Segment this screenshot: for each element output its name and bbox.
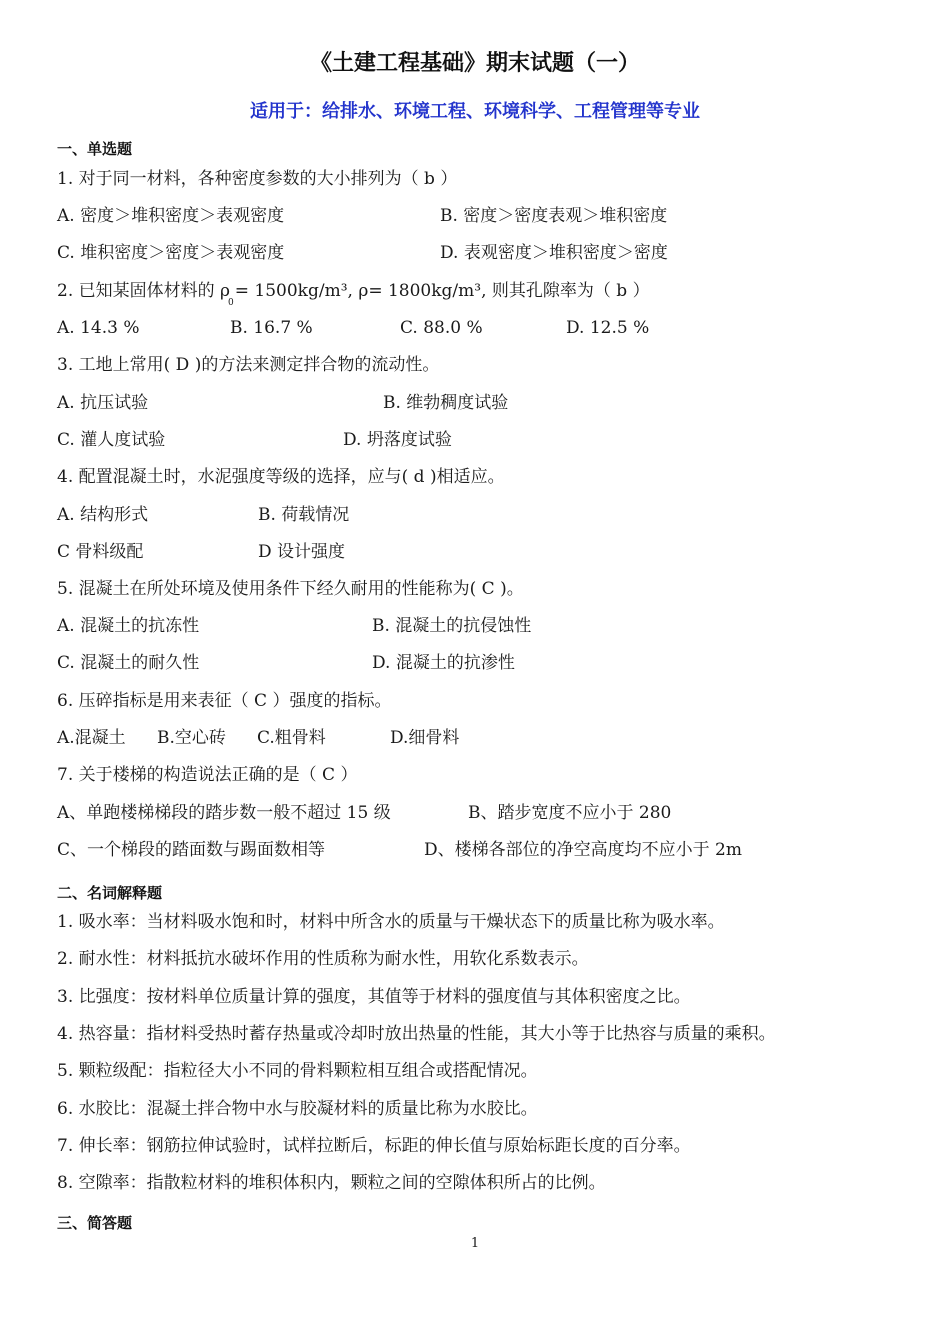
option-b: B. 维勃稠度试验 — [383, 393, 509, 413]
option-c: C. 混凝土的耐久性 — [57, 653, 200, 673]
section-heading-short-answer: 三、简答题 — [57, 1214, 133, 1232]
option-c: C 骨料级配 — [57, 542, 144, 562]
option-d: D、楼梯各部位的净空高度均不应小于 2m — [424, 840, 742, 860]
page-number: 1 — [470, 1236, 480, 1251]
page-title: 《土建工程基础》期末试题（一） — [309, 51, 640, 76]
option-a: A. 密度＞堆积密度＞表观密度 — [57, 206, 285, 226]
option-d: D. 12.5 % — [566, 318, 650, 338]
definition-item: 7. 伸长率：钢筋拉伸试验时，试样拉断后，标距的伸长值与原始标距长度的百分率。 — [57, 1136, 691, 1156]
option-a: A. 混凝土的抗冻性 — [57, 616, 200, 636]
question-stem-part: 2. 已知某固体材料的 ρ — [57, 281, 231, 301]
question-stem: 4. 配置混凝土时，水泥强度等级的选择，应与( d )相适应。 — [57, 467, 505, 487]
definition-item: 1. 吸水率：当材料吸水饱和时，材料中所含水的质量与干燥状态下的质量比称为吸水率。 — [57, 912, 725, 932]
option-b: B. 荷载情况 — [258, 505, 350, 525]
question-stem: 7. 关于楼梯的构造说法正确的是（ C ） — [57, 765, 358, 785]
definition-item: 2. 耐水性：材料抵抗水破坏作用的性质称为耐水性，用软化系数表示。 — [57, 949, 589, 969]
option-c: C. 灌人度试验 — [57, 430, 166, 450]
question-stem: 6. 压碎指标是用来表征（ C ）强度的指标。 — [57, 691, 392, 711]
option-d: D. 混凝土的抗渗性 — [372, 653, 515, 673]
option-b: B、踏步宽度不应小于 280 — [468, 803, 672, 823]
option-d: D 设计强度 — [258, 542, 346, 562]
option-a: A、单跑楼梯梯段的踏步数一般不超过 15 级 — [57, 803, 391, 823]
definition-item: 5. 颗粒级配：指粒径大小不同的骨料颗粒相互组合或搭配情况。 — [57, 1061, 538, 1081]
question-stem: 3. 工地上常用( D )的方法来测定拌合物的流动性。 — [57, 355, 440, 375]
option-c: C. 堆积密度＞密度＞表观密度 — [57, 243, 285, 263]
option-c: C. 88.0 % — [400, 318, 483, 338]
option-a: A. 结构形式 — [57, 505, 149, 525]
option-b: B. 混凝土的抗侵蚀性 — [372, 616, 532, 636]
definition-item: 3. 比强度：按材料单位质量计算的强度，其值等于材料的强度值与其体积密度之比。 — [57, 987, 691, 1007]
density-subscript: 0 — [228, 298, 234, 308]
page-subtitle: 适用于：给排水、环境工程、环境科学、工程管理等专业 — [250, 101, 700, 122]
question-stem-part: = 1500kg/m³, ρ= 1800kg/m³, 则其孔隙率为（ b ） — [234, 281, 650, 301]
question-stem — [57, 280, 650, 308]
question-stem: 1. 对于同一材料，各种密度参数的大小排列为（ b ） — [57, 169, 458, 189]
option-a: A. 抗压试验 — [57, 393, 149, 413]
option-d: D. 坍落度试验 — [343, 430, 452, 450]
option-b: B.空心砖 — [157, 728, 226, 748]
option-b: B. 16.7 % — [230, 318, 313, 338]
definition-item: 6. 水胶比：混凝土拌合物中水与胶凝材料的质量比称为水胶比。 — [57, 1099, 538, 1119]
section-heading-single-choice: 一、单选题 — [57, 140, 133, 158]
option-d: D. 表观密度＞堆积密度＞密度 — [440, 243, 668, 263]
option-a: A.混凝土 — [57, 728, 126, 748]
question-stem: 5. 混凝土在所处环境及使用条件下经久耐用的性能称为( C )。 — [57, 579, 524, 599]
option-c: C.粗骨料 — [257, 728, 326, 748]
definition-item: 4. 热容量：指材料受热时蓄存热量或冷却时放出热量的性能，其大小等于比热容与质量的乘积。 — [57, 1024, 776, 1044]
definition-item: 8. 空隙率：指散粒材料的堆积体积内，颗粒之间的空隙体积所占的比例。 — [57, 1173, 606, 1193]
option-a: A. 14.3 % — [57, 318, 140, 338]
section-heading-definitions: 二、名词解释题 — [57, 884, 163, 902]
option-d: D.细骨料 — [390, 728, 460, 748]
option-c: C、一个梯段的踏面数与踢面数相等 — [57, 840, 326, 860]
option-b: B. 密度＞密度表观＞堆积密度 — [440, 206, 668, 226]
